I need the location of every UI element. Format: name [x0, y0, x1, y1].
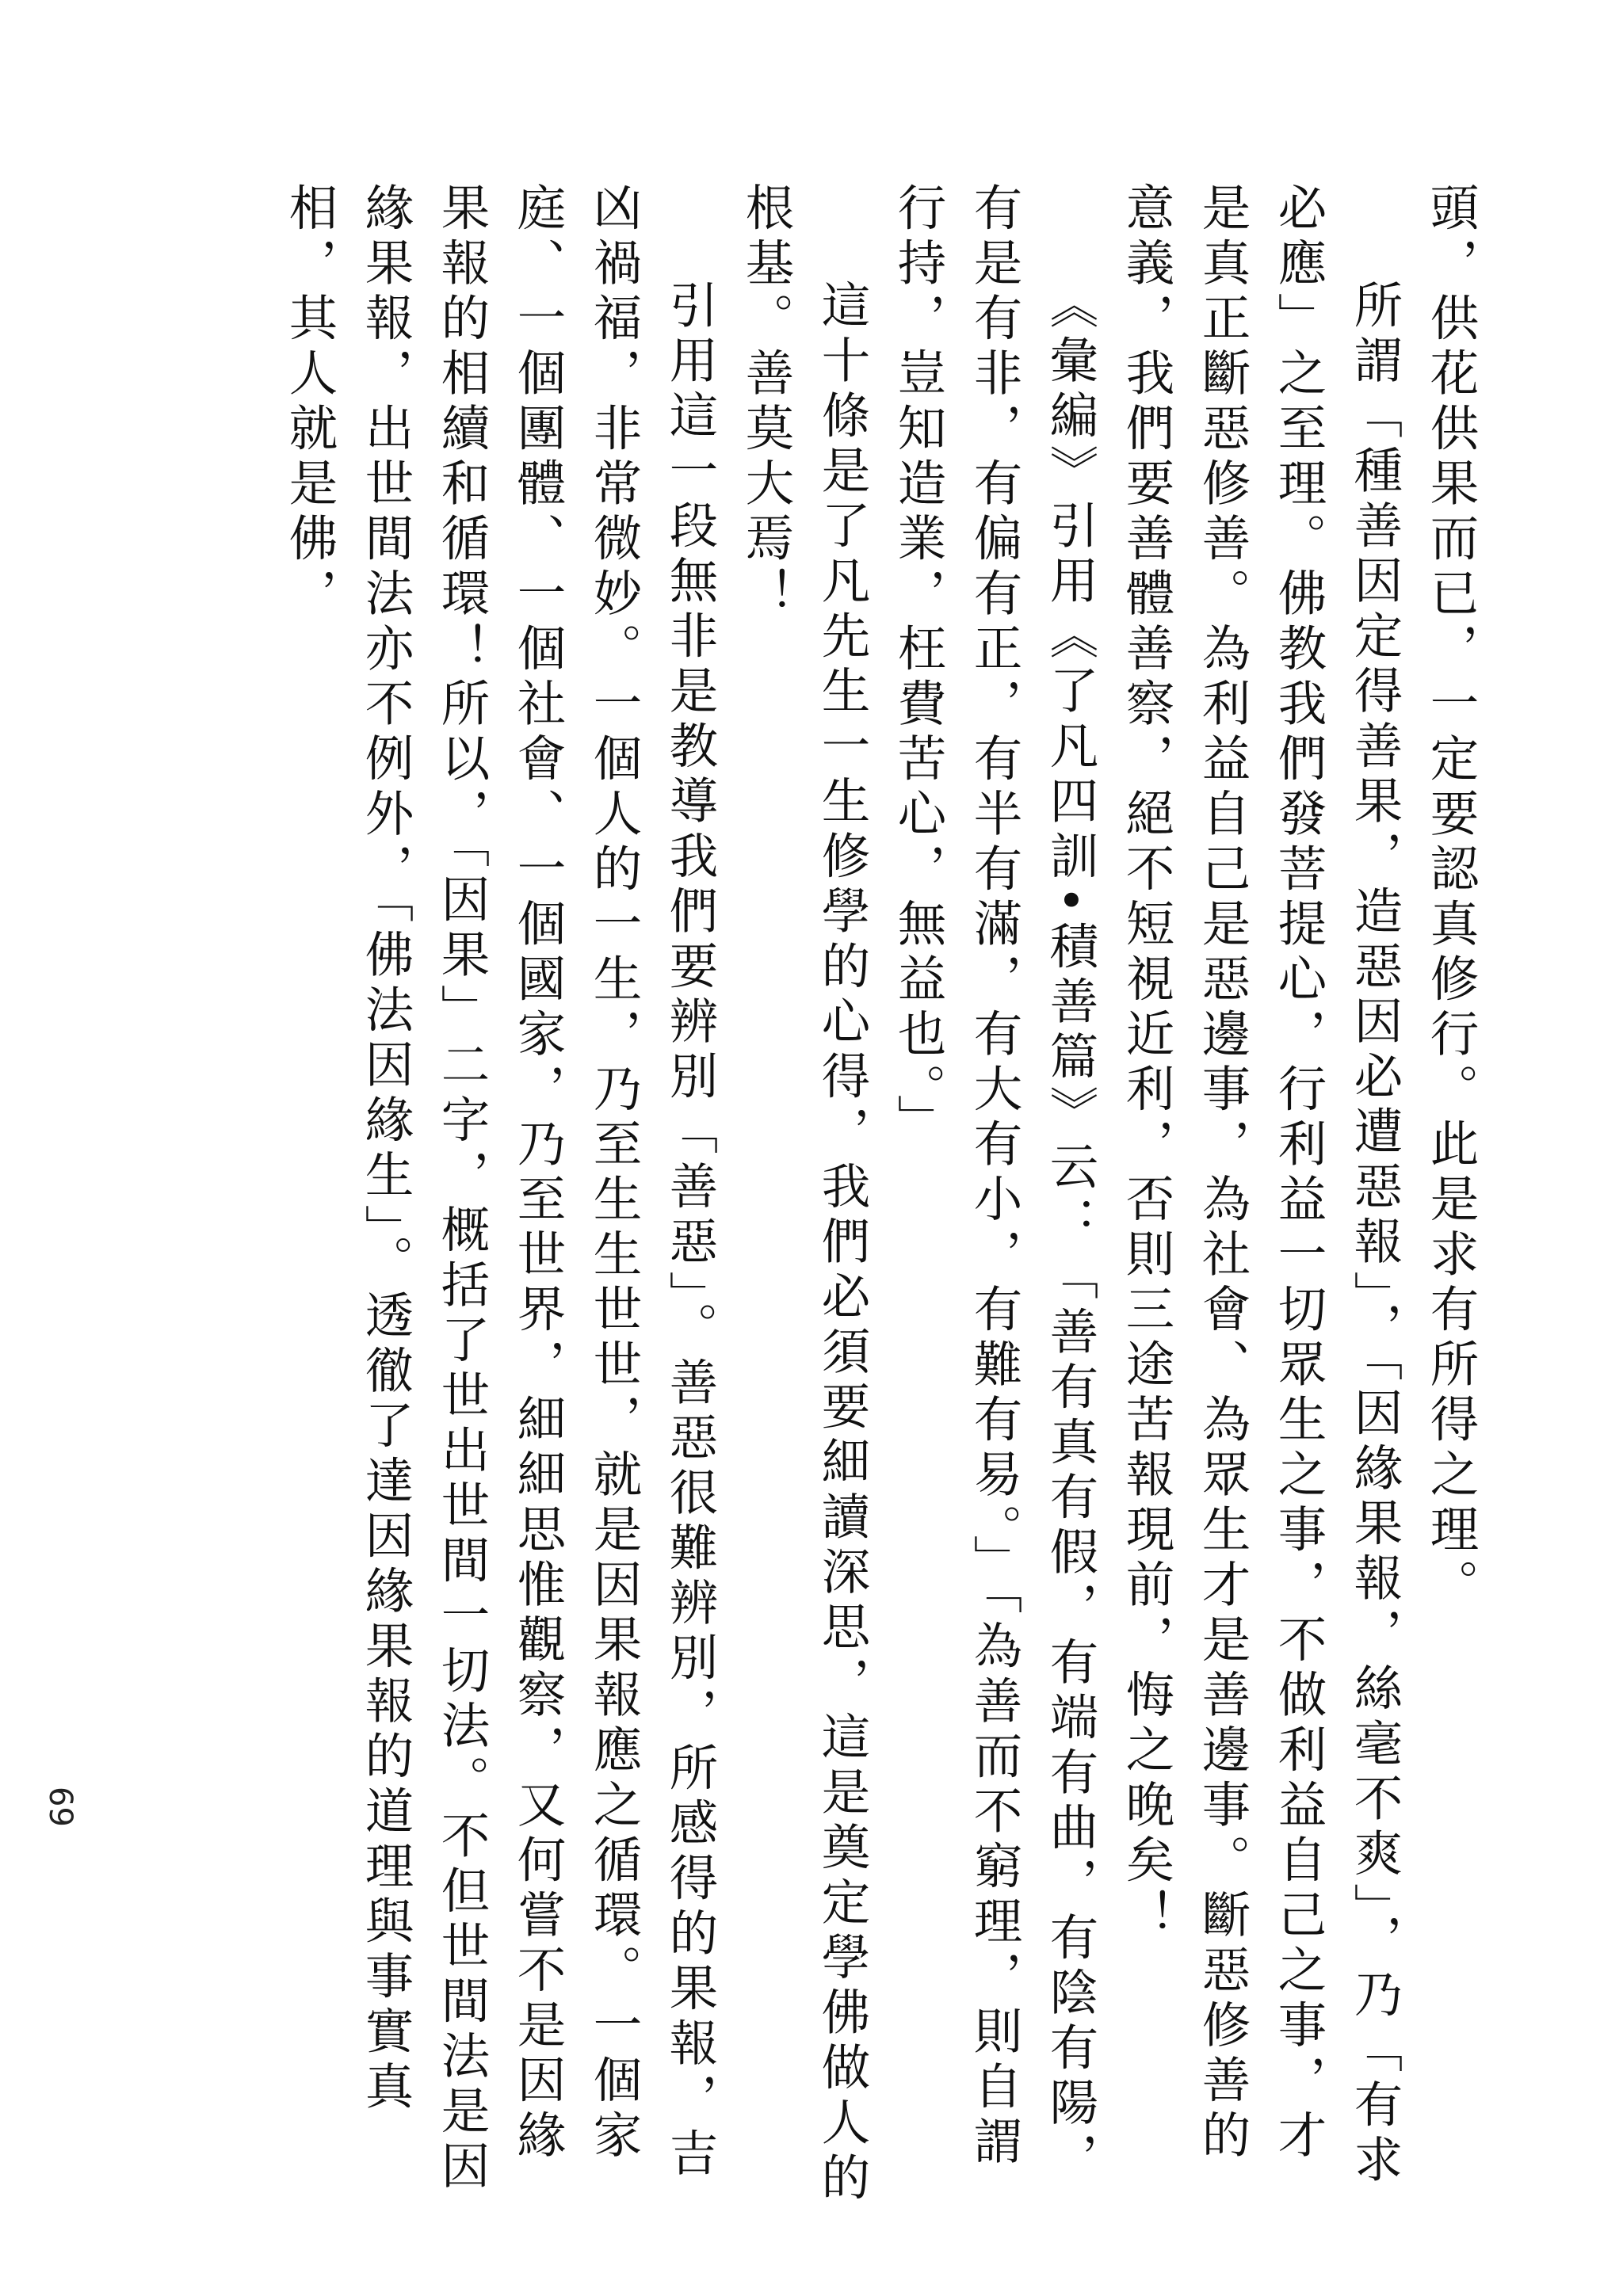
- page-number: 69: [42, 1787, 78, 1827]
- paragraph-good-and-evil: 引用這一段無非是教導我們要辨別「善惡」。善惡很難辨別，所感得的果報，吉凶禍福，非常微妙。一個人的一生，乃至生生世世，就是因果報應之循環。一個家庭、一個團體、一個社會、一個國家，乃至世界，細細思惟觀察，又何嘗不是因緣果報的相續和循環！所以，「因果」二字，概括了世出世間一切法。不但世間法是因緣果報，出世間法亦不例外，「佛法因緣生」。透徹了達因緣果報的道理與事實真相，其人就是佛，: [281, 182, 718, 2195]
- paragraph-continuation: 頭，供花供果而已，一定要認真修行。此是求有所得之理。: [1422, 182, 1479, 1614]
- paragraph-foundation: 這十條是了凡先生一生修學的心得，我們必須要細讀深思，這是奠定學佛做人的根基。善莫大焉！: [737, 182, 870, 2207]
- paragraph-cause-and-effect: 所謂「種善因定得善果，造惡因必遭惡報」，「因緣果報，絲毫不爽」，乃「有求必應」之至理。佛教我們發菩提心，行利益一切眾生之事，不做利益自己之事，才是真正斷惡修善。為利益自己是惡邊事，為社會、為眾生才是善邊事。斷惡修善的意義，我們要善體善察，絕不短視近利，否則三途苦報現前，悔之晚矣！: [1117, 182, 1403, 2189]
- body-text: [271, 182, 1488, 2210]
- paragraph-quotation: 《彙編》引用《了凡四訓•積善篇》云：「善有真有假，有端有曲，有陰有陽，有是有非，有偏有正，有半有滿，有大有小，有難有易。」「為善而不窮理，則自謂行持，豈知造業，枉費苦心，無益也。」: [889, 182, 1098, 2187]
